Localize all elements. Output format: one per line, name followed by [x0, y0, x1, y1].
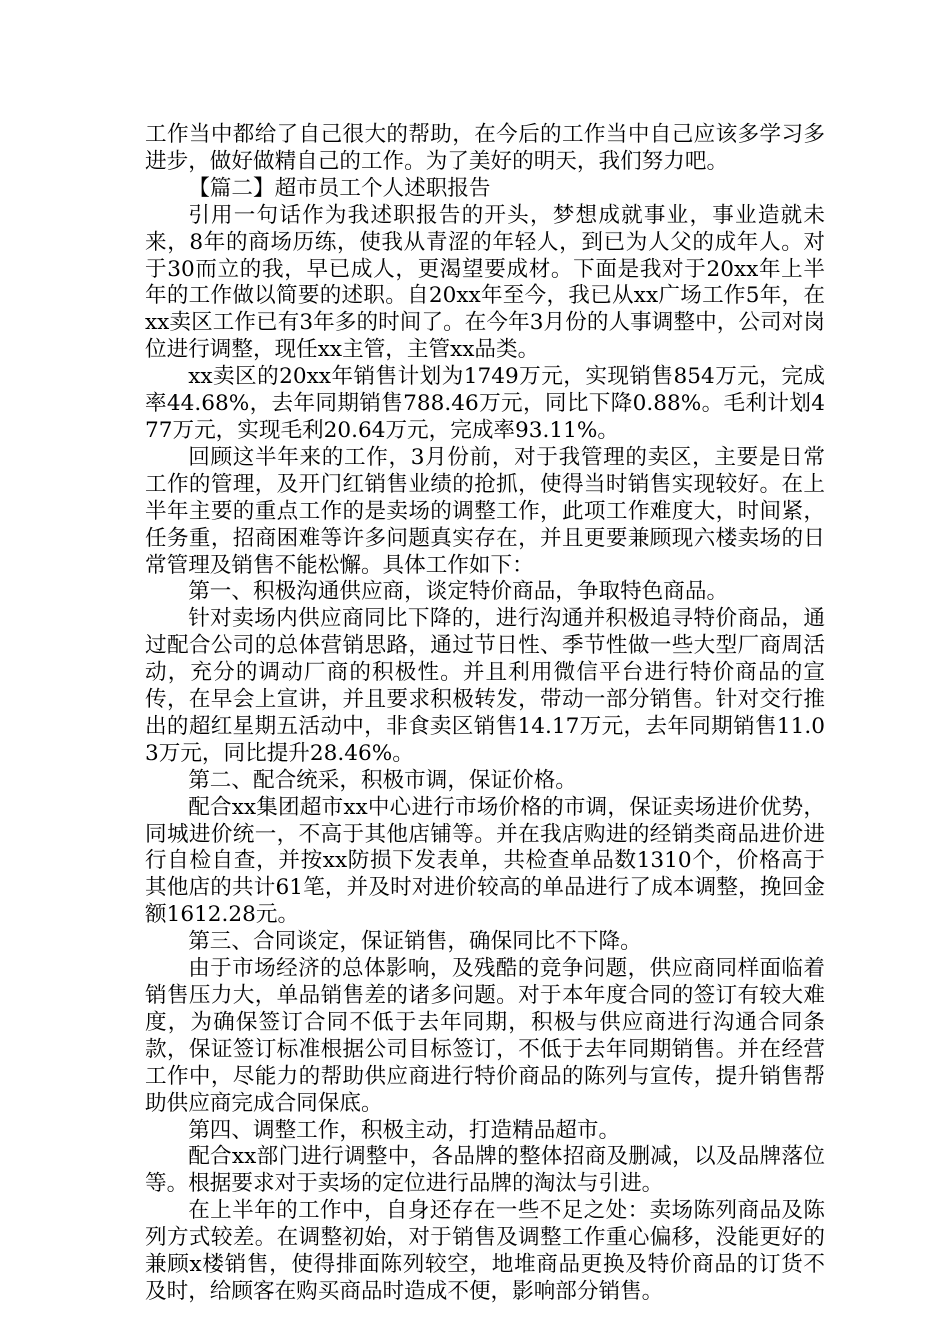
- paragraph-item-1: 针对卖场内供应商同比下降的，进行沟通并积极追寻特价商品，通过配合公司的总体营销思路，通过节日性、季节性做一些大型厂商周活动，充分的调动厂商的积极性。并且利用微信平台进行特价商品的宣传，在早会上宣讲，并且要求积极转发，带动一部分销售。针对交行推出的超红星期五活动中，非食卖区销售14.17万元，去年同期销售11.03万元，同比提升28.46%。: [145, 606, 825, 766]
- item-heading-2: 第二、配合统采，积极市调，保证价格。: [188, 767, 577, 793]
- document-page: [145, 122, 825, 1306]
- paragraph-item-2: 配合xx集团超市xx中心进行市场价格的市调，保证卖场进价优势，同城进价统一，不高于其他店铺等。并在我店购进的经销类商品进价进行自检自查，并按xx防损下发表单，共检查单品数1310个，价格高于其他店的共计61笔，并及时对进价较高的单品进行了成本调整，挽回金额1612.28元。: [145, 794, 825, 928]
- paragraph-item-3: 由于市场经济的总体影响，及残酷的竞争问题，供应商同样面临着销售压力大，单品销售差的诸多问题。对于本年度合同的签订有较大难度，为确保签订合同不低于去年同期，积极与供应商进行沟通合同条款，保证签订标准根据公司目标签订，不低于去年同期销售。并在经营工作中，尽能力的帮助供应商进行特价商品的陈列与宣传，提升销售帮助供应商完成合同保底。: [145, 956, 825, 1116]
- paragraph-item-4: 配合xx部门进行调整中，各品牌的整体招商及删减，以及品牌落位等。根据要求对于卖场的定位进行品牌的淘汰与引进。: [145, 1144, 825, 1197]
- paragraph-shortcomings: 在上半年的工作中，自身还存在一些不足之处：卖场陈列商品及陈列方式较差。在调整初始，对于销售及调整工作重心偏移，没能更好的兼顾x楼销售，使得排面陈列较空，地堆商品更换及特价商品的订货不及时，给顾客在购买商品时造成不便，影响部分销售。: [145, 1198, 825, 1304]
- section-heading: 【篇二】超市员工个人述职报告: [188, 175, 491, 201]
- paragraph-review: 回顾这半年来的工作，3月份前，对于我管理的卖区，主要是日常工作的管理，及开门红销售业绩的抢抓，使得当时销售实现较好。在上半年主要的重点工作的是卖场的调整工作，此项工作难度大，时间紧，任务重，招商困难等许多问题真实存在，并且更要兼顾现六楼卖场的日常管理及销售不能松懈。具体工作如下：: [145, 444, 825, 578]
- item-heading-4: 第四、调整工作，积极主动，打造精品超市。: [188, 1117, 621, 1143]
- paragraph-continuation: 工作当中都给了自己很大的帮助，在今后的工作当中自己应该多学习多进步，做好做精自己的工作。为了美好的明天，我们努力吧。: [145, 122, 825, 174]
- paragraph-intro: 引用一句话作为我述职报告的开头，梦想成就事业，事业造就未来，8年的商场历练，使我从青涩的年轻人，到已为人父的成年人。对于30而立的我，早已成人，更渴望要成材。下面是我对于20xx年上半年的工作做以简要的述职。自20xx年至今，我已从xx广场工作5年，在xx卖区工作已有3年多的时间了。在今年3月份的人事调整中，公司对岗位进行调整，现任xx主管，主管xx品类。: [145, 202, 825, 363]
- paragraph-sales-figures: xx卖区的20xx年销售计划为1749万元，实现销售854万元，完成率44.68%，去年同期销售788.46万元，同比下降0.88%。毛利计划477万元，实现毛利20.64万元，完成率93.11%。: [145, 364, 825, 443]
- item-heading-3: 第三、合同谈定，保证销售，确保同比不下降。: [188, 929, 642, 955]
- item-heading-1: 第一、积极沟通供应商，谈定特价商品，争取特色商品。: [188, 579, 729, 605]
